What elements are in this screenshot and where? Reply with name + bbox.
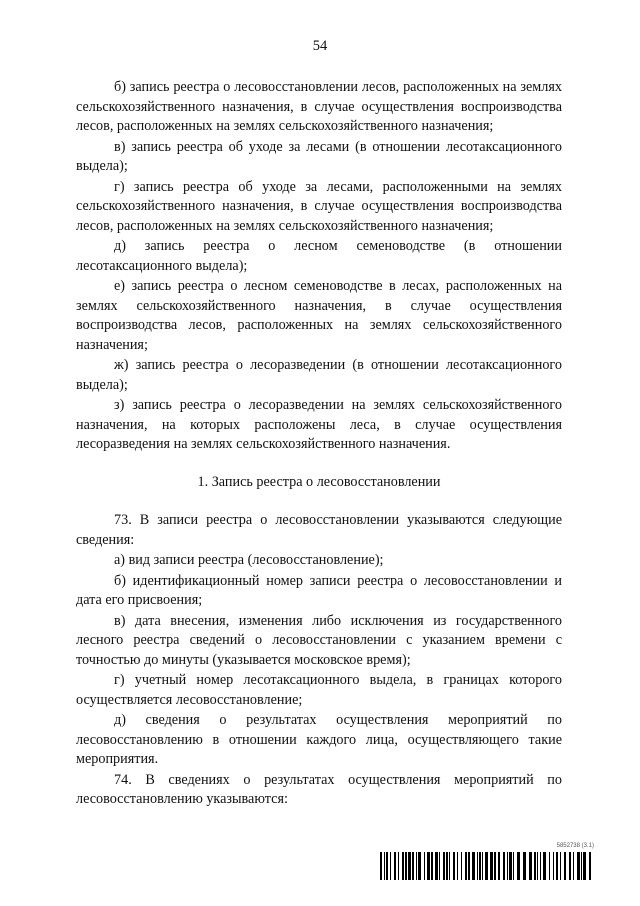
barcode-bar [540, 852, 541, 880]
barcode-bar [412, 852, 414, 880]
paragraph-b: б) запись реестра о лесовосстановлении лесов, расположенных на землях сельскохозяйственного назначения, в случае осуществления воспроизводства лесов, расположенных на землях сельскохозяйственного назначения; [76, 79, 562, 134]
barcode-bar [494, 852, 496, 880]
paragraph-zh: ж) запись реестра о лесоразведении (в отношении лесотаксационного выдела); [76, 357, 562, 393]
barcode-bar [549, 852, 550, 880]
barcode-bar [416, 852, 417, 880]
barcode-bar [543, 852, 546, 880]
paragraph-74: 74. В сведениях о результатах осуществления мероприятий по лесовосстановлению указываются: [76, 771, 562, 807]
barcode-bar [479, 852, 481, 880]
barcode-bar [517, 852, 520, 880]
barcode-bar [573, 852, 574, 880]
barcode-bar [390, 852, 391, 880]
barcode-bar [443, 852, 445, 880]
barcode-bar [405, 852, 407, 880]
paragraph-73-a: а) вид записи реестра (лесовосстановление); [114, 552, 384, 568]
barcode-bar [386, 852, 388, 880]
paragraph-z: з) запись реестра о лесоразведении на землях сельскохозяйственного назначения, на которых расположены леса, в случае осуществления лесоразведения на землях сельскохозяйственного назначения. [76, 397, 562, 452]
barcode-bar [537, 852, 538, 880]
paragraph-73-b: б) идентификационный номер записи реестра о лесовосстановлении и дата его присвоения; [76, 572, 562, 608]
barcode-bar [482, 852, 483, 880]
paragraph-73-g: г) учетный номер лесотаксационного выдела, в границах которого осуществляется лесовосстановление; [76, 672, 562, 708]
barcode-bar [553, 852, 554, 880]
barcode-bar [577, 852, 580, 880]
barcode-bar [468, 852, 470, 880]
barcode-bar [446, 852, 448, 880]
paragraph-g: г) запись реестра об уходе за лесами, расположенными на землях сельскохозяйственного назначения, в случае осуществления воспроизводства лесов, расположенных на землях сельскохозяйственного назначения; [76, 178, 562, 234]
barcode-bar [513, 852, 514, 880]
barcode-bar [453, 852, 455, 880]
page-number: 54 [312, 38, 328, 54]
barcode-icon [380, 852, 594, 880]
barcode-bar [449, 852, 450, 880]
barcode-bar [380, 852, 382, 880]
barcode-bar [589, 852, 591, 880]
barcode-bar [384, 852, 385, 880]
document-code: 5852738 (3.1) [556, 843, 594, 849]
barcode-bar [431, 852, 433, 880]
barcode-bar [498, 852, 500, 880]
barcode-bar [398, 852, 399, 880]
barcode-bar [560, 852, 561, 880]
barcode-bar [461, 852, 462, 880]
barcode-bar [564, 852, 566, 880]
barcode-bar [408, 852, 411, 880]
barcode-bar [556, 852, 558, 880]
paragraph-e: е) запись реестра о лесном семеноводстве в лесах, расположенных на землях сельскохозяйственного назначения, в случае осуществления воспроизводства лесов, расположенных на землях сельскохозяйственного назначения; [76, 278, 562, 353]
barcode-bar [583, 852, 586, 880]
barcode-bar [503, 852, 505, 880]
barcode-bar [424, 852, 425, 880]
document-body [76, 78, 562, 811]
barcode-bar [523, 852, 526, 880]
barcode-bar [435, 852, 438, 880]
barcode-bar [581, 852, 582, 880]
paragraph-73: 73. В записи реестра о лесовосстановлении указываются следующие сведения: [76, 512, 562, 548]
barcode-bar [457, 852, 458, 880]
section-heading: 1. Запись реестра о лесовосстановлении [197, 473, 441, 490]
barcode-bar [485, 852, 488, 880]
barcode-bar [529, 852, 532, 880]
barcode-bar [472, 852, 475, 880]
barcode-bar [439, 852, 440, 880]
document-barcode [380, 843, 594, 881]
paragraph-d: д) запись реестра о лесном семеноводстве (в отношении лесотаксационного выдела); [76, 238, 562, 274]
barcode-bar [507, 852, 508, 880]
barcode-bar [509, 852, 512, 880]
barcode-bar [402, 852, 404, 880]
barcode-bar [534, 852, 536, 880]
barcode-bar [569, 852, 571, 880]
barcode-bar [427, 852, 430, 880]
barcode-bar [465, 852, 467, 880]
barcode-bar [477, 852, 478, 880]
barcode-bar [418, 852, 421, 880]
barcode-bar [490, 852, 493, 880]
paragraph-v: в) запись реестра об уходе за лесами (в отношении лесотаксационного выдела); [76, 138, 562, 174]
paragraph-73-v: в) дата внесения, изменения либо исключения из государственного лесного реестра сведений о лесовосстановлении с указанием времени с точностью до минуты (указывается московское время); [76, 612, 562, 668]
barcode-bar [394, 852, 396, 880]
paragraph-73-d: д) сведения о результатах осуществления мероприятий по лесовосстановлению в отношении каждого лица, осуществляющего такие мероприятия. [76, 712, 562, 767]
